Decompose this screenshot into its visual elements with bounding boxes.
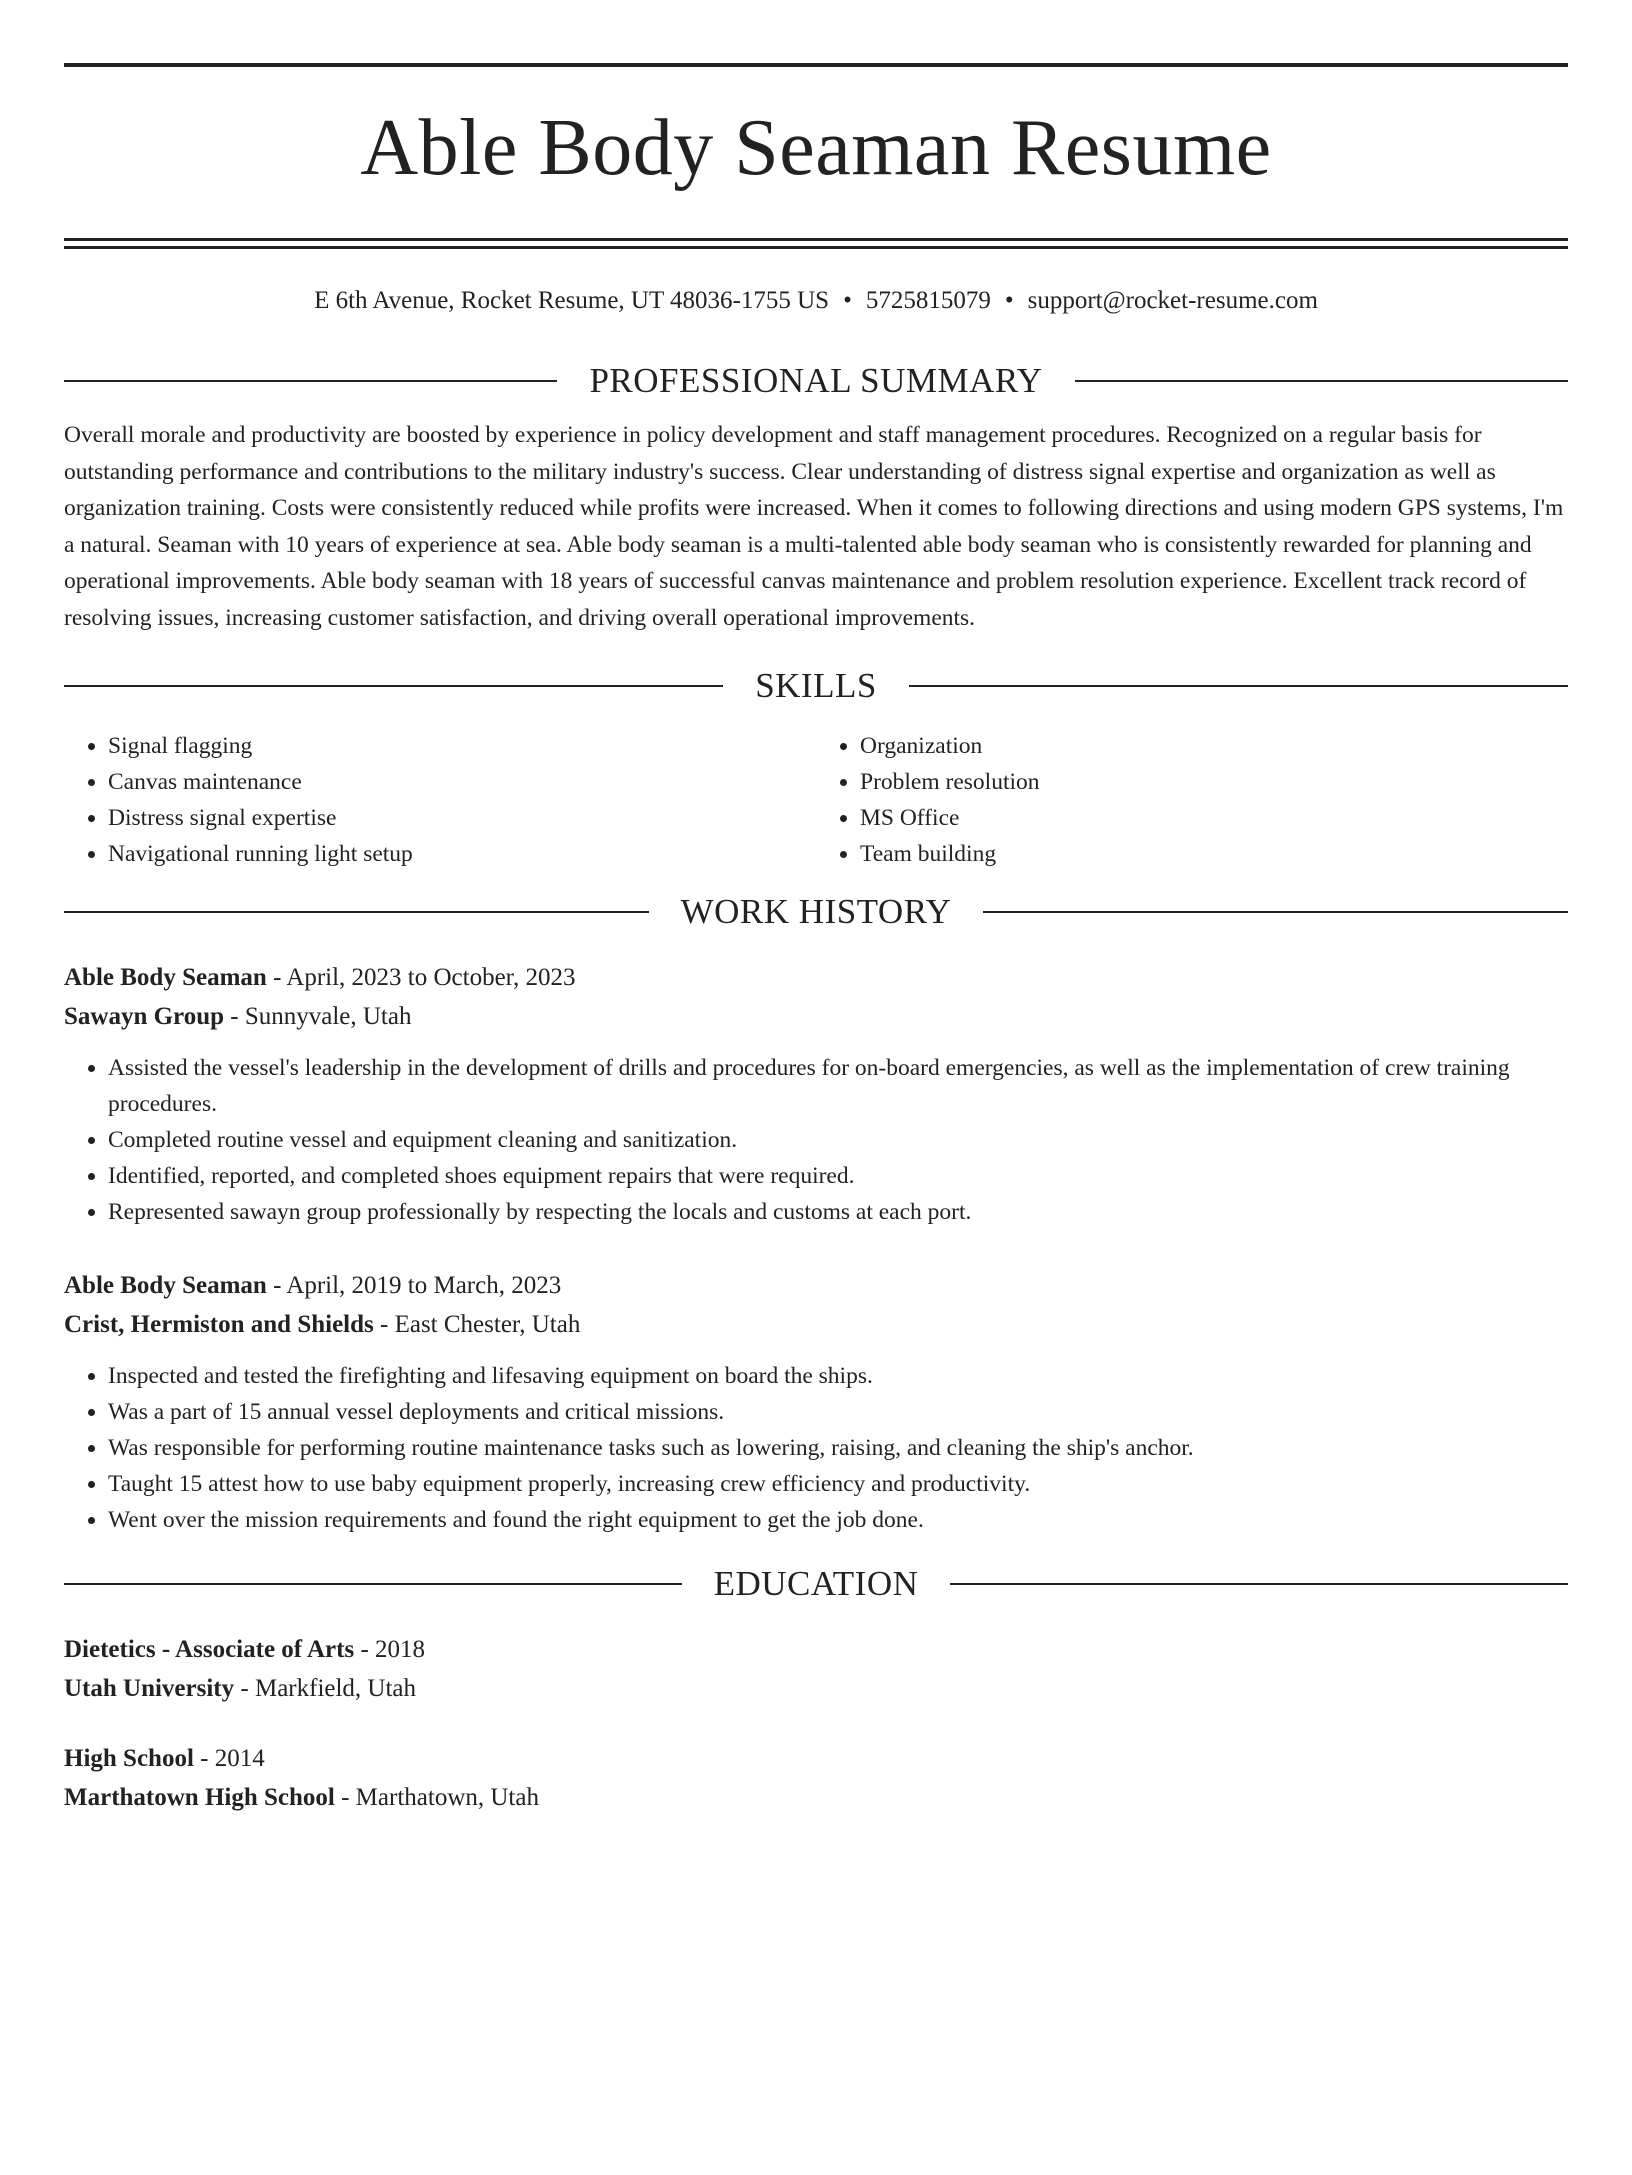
title-double-rule [64, 238, 1568, 249]
heading-rule-left [64, 911, 649, 913]
skill-item: • Team building [860, 836, 1568, 872]
job-entry [64, 958, 1568, 1230]
education-location: - Markfield, Utah [234, 1675, 417, 1702]
job-entry [64, 1266, 1568, 1538]
education-degree: High School [64, 1745, 194, 1772]
skills-column-right [816, 728, 1568, 872]
job-location: - East Chester, Utah [373, 1311, 581, 1338]
summary-paragraph: Overall morale and productivity are boosted by experience in policy development and staff management procedures. Recognized on a regular basis for outstanding performance and contributions to the military industry's success. Clear understanding of distress signal expertise and organization as well as organization training. Costs were consistently reduced while profits were increased. When it comes to following directions and using modern GPS systems, I'm a natural. Seaman with 10 years of experience at sea. Able body seaman is a multi-talented able body seaman who is consistently rewarded for planning and operational improvements. Able body seaman with 18 years of successful canvas maintenance and problem resolution experience. Excellent track record of resolving issues, increasing customer satisfaction, and driving overall operational improvements. [64, 422, 1564, 631]
job-bullet: • Inspected and tested the firefighting and lifesaving equipment on board the ships. [108, 1358, 1568, 1394]
education-year: - 2018 [354, 1636, 426, 1663]
job-dates: - April, 2019 to March, 2023 [266, 1272, 562, 1299]
job-bullet: • Taught 15 attest how to use baby equipment properly, increasing crew efficiency and productivity. [108, 1466, 1568, 1502]
resume-page [0, 63, 1632, 2175]
job-bullet: • Identified, reported, and completed shoes equipment repairs that were required. [108, 1158, 1568, 1194]
section-title-skills: SKILLS [755, 666, 877, 705]
job-title-line [64, 1266, 1568, 1305]
job-bullet: • Assisted the vessel's leadership in the development of drills and procedures for on-board emergencies, as well as the implementation of crew training procedures. [108, 1050, 1568, 1122]
education-degree-line [64, 1630, 1568, 1669]
education-entry [64, 1739, 1568, 1817]
job-bullet: • Completed routine vessel and equipment cleaning and sanitization. [108, 1122, 1568, 1158]
education-entry [64, 1630, 1568, 1708]
job-title-line [64, 958, 1568, 997]
section-heading-summary [64, 361, 1568, 401]
heading-rule-left [64, 685, 723, 687]
skill-item: • MS Office [860, 800, 1568, 836]
job-company: Sawayn Group [64, 1003, 225, 1030]
skill-item: • Signal flagging [108, 728, 816, 764]
contact-line [64, 285, 1568, 317]
contact-separator: • [843, 287, 852, 314]
education-school: Utah University [64, 1675, 235, 1702]
heading-rule-right [1075, 380, 1568, 382]
section-heading-work-history [64, 892, 1568, 932]
job-bullet: • Represented sawayn group professionally by respecting the locals and customs at each port. [108, 1194, 1568, 1230]
job-bullets [64, 1050, 1568, 1230]
job-bullet: • Was a part of 15 annual vessel deployments and critical missions. [108, 1394, 1568, 1430]
skill-item: • Distress signal expertise [108, 800, 816, 836]
top-rule [64, 63, 1568, 67]
education-degree-line [64, 1739, 1568, 1778]
skill-item: • Problem resolution [860, 764, 1568, 800]
job-location: - Sunnyvale, Utah [224, 1003, 412, 1030]
resume-title: Able Body Seaman Resume [360, 104, 1272, 192]
job-bullet: • Went over the mission requirements and found the right equipment to get the job done. [108, 1502, 1568, 1538]
section-heading-skills [64, 666, 1568, 706]
heading-rule-right [983, 911, 1568, 913]
education-degree: Dietetics - Associate of Arts [64, 1636, 355, 1663]
heading-rule-right [950, 1583, 1568, 1585]
contact-phone: 5725815079 [865, 287, 991, 314]
education-school-line [64, 1778, 1568, 1817]
contact-separator: • [1004, 287, 1014, 314]
heading-rule-right [909, 685, 1568, 687]
heading-rule-left [64, 380, 557, 382]
job-company: Crist, Hermiston and Shields [64, 1311, 374, 1338]
education-year: - 2014 [193, 1745, 265, 1772]
skills-column-left [64, 728, 816, 872]
section-heading-education [64, 1564, 1568, 1604]
job-company-line [64, 1305, 1568, 1344]
job-title: Able Body Seaman [64, 1272, 267, 1299]
job-dates: - April, 2023 to October, 2023 [266, 964, 576, 991]
job-bullet: • Was responsible for performing routine maintenance tasks such as lowering, raising, and cleaning the ship's anchor. [108, 1430, 1568, 1466]
contact-email: support@rocket-resume.com [1027, 287, 1318, 314]
heading-rule-left [64, 1583, 682, 1585]
job-bullets [64, 1358, 1568, 1538]
section-title-work-history: WORK HISTORY [680, 892, 952, 931]
section-title-summary: PROFESSIONAL SUMMARY [589, 361, 1043, 400]
job-company-line [64, 997, 1568, 1036]
skill-item: • Organization [860, 728, 1568, 764]
section-title-education: EDUCATION [713, 1564, 919, 1603]
education-school: Marthatown High School [64, 1784, 335, 1811]
skill-item: • Canvas maintenance [108, 764, 816, 800]
contact-address: E 6th Avenue, Rocket Resume, UT 48036-1755 US [314, 287, 830, 314]
job-title: Able Body Seaman [64, 964, 267, 991]
education-location: - Marthatown, Utah [334, 1784, 539, 1811]
skills-list [64, 728, 1568, 872]
education-school-line [64, 1669, 1568, 1708]
skill-item: • Navigational running light setup [108, 836, 816, 872]
